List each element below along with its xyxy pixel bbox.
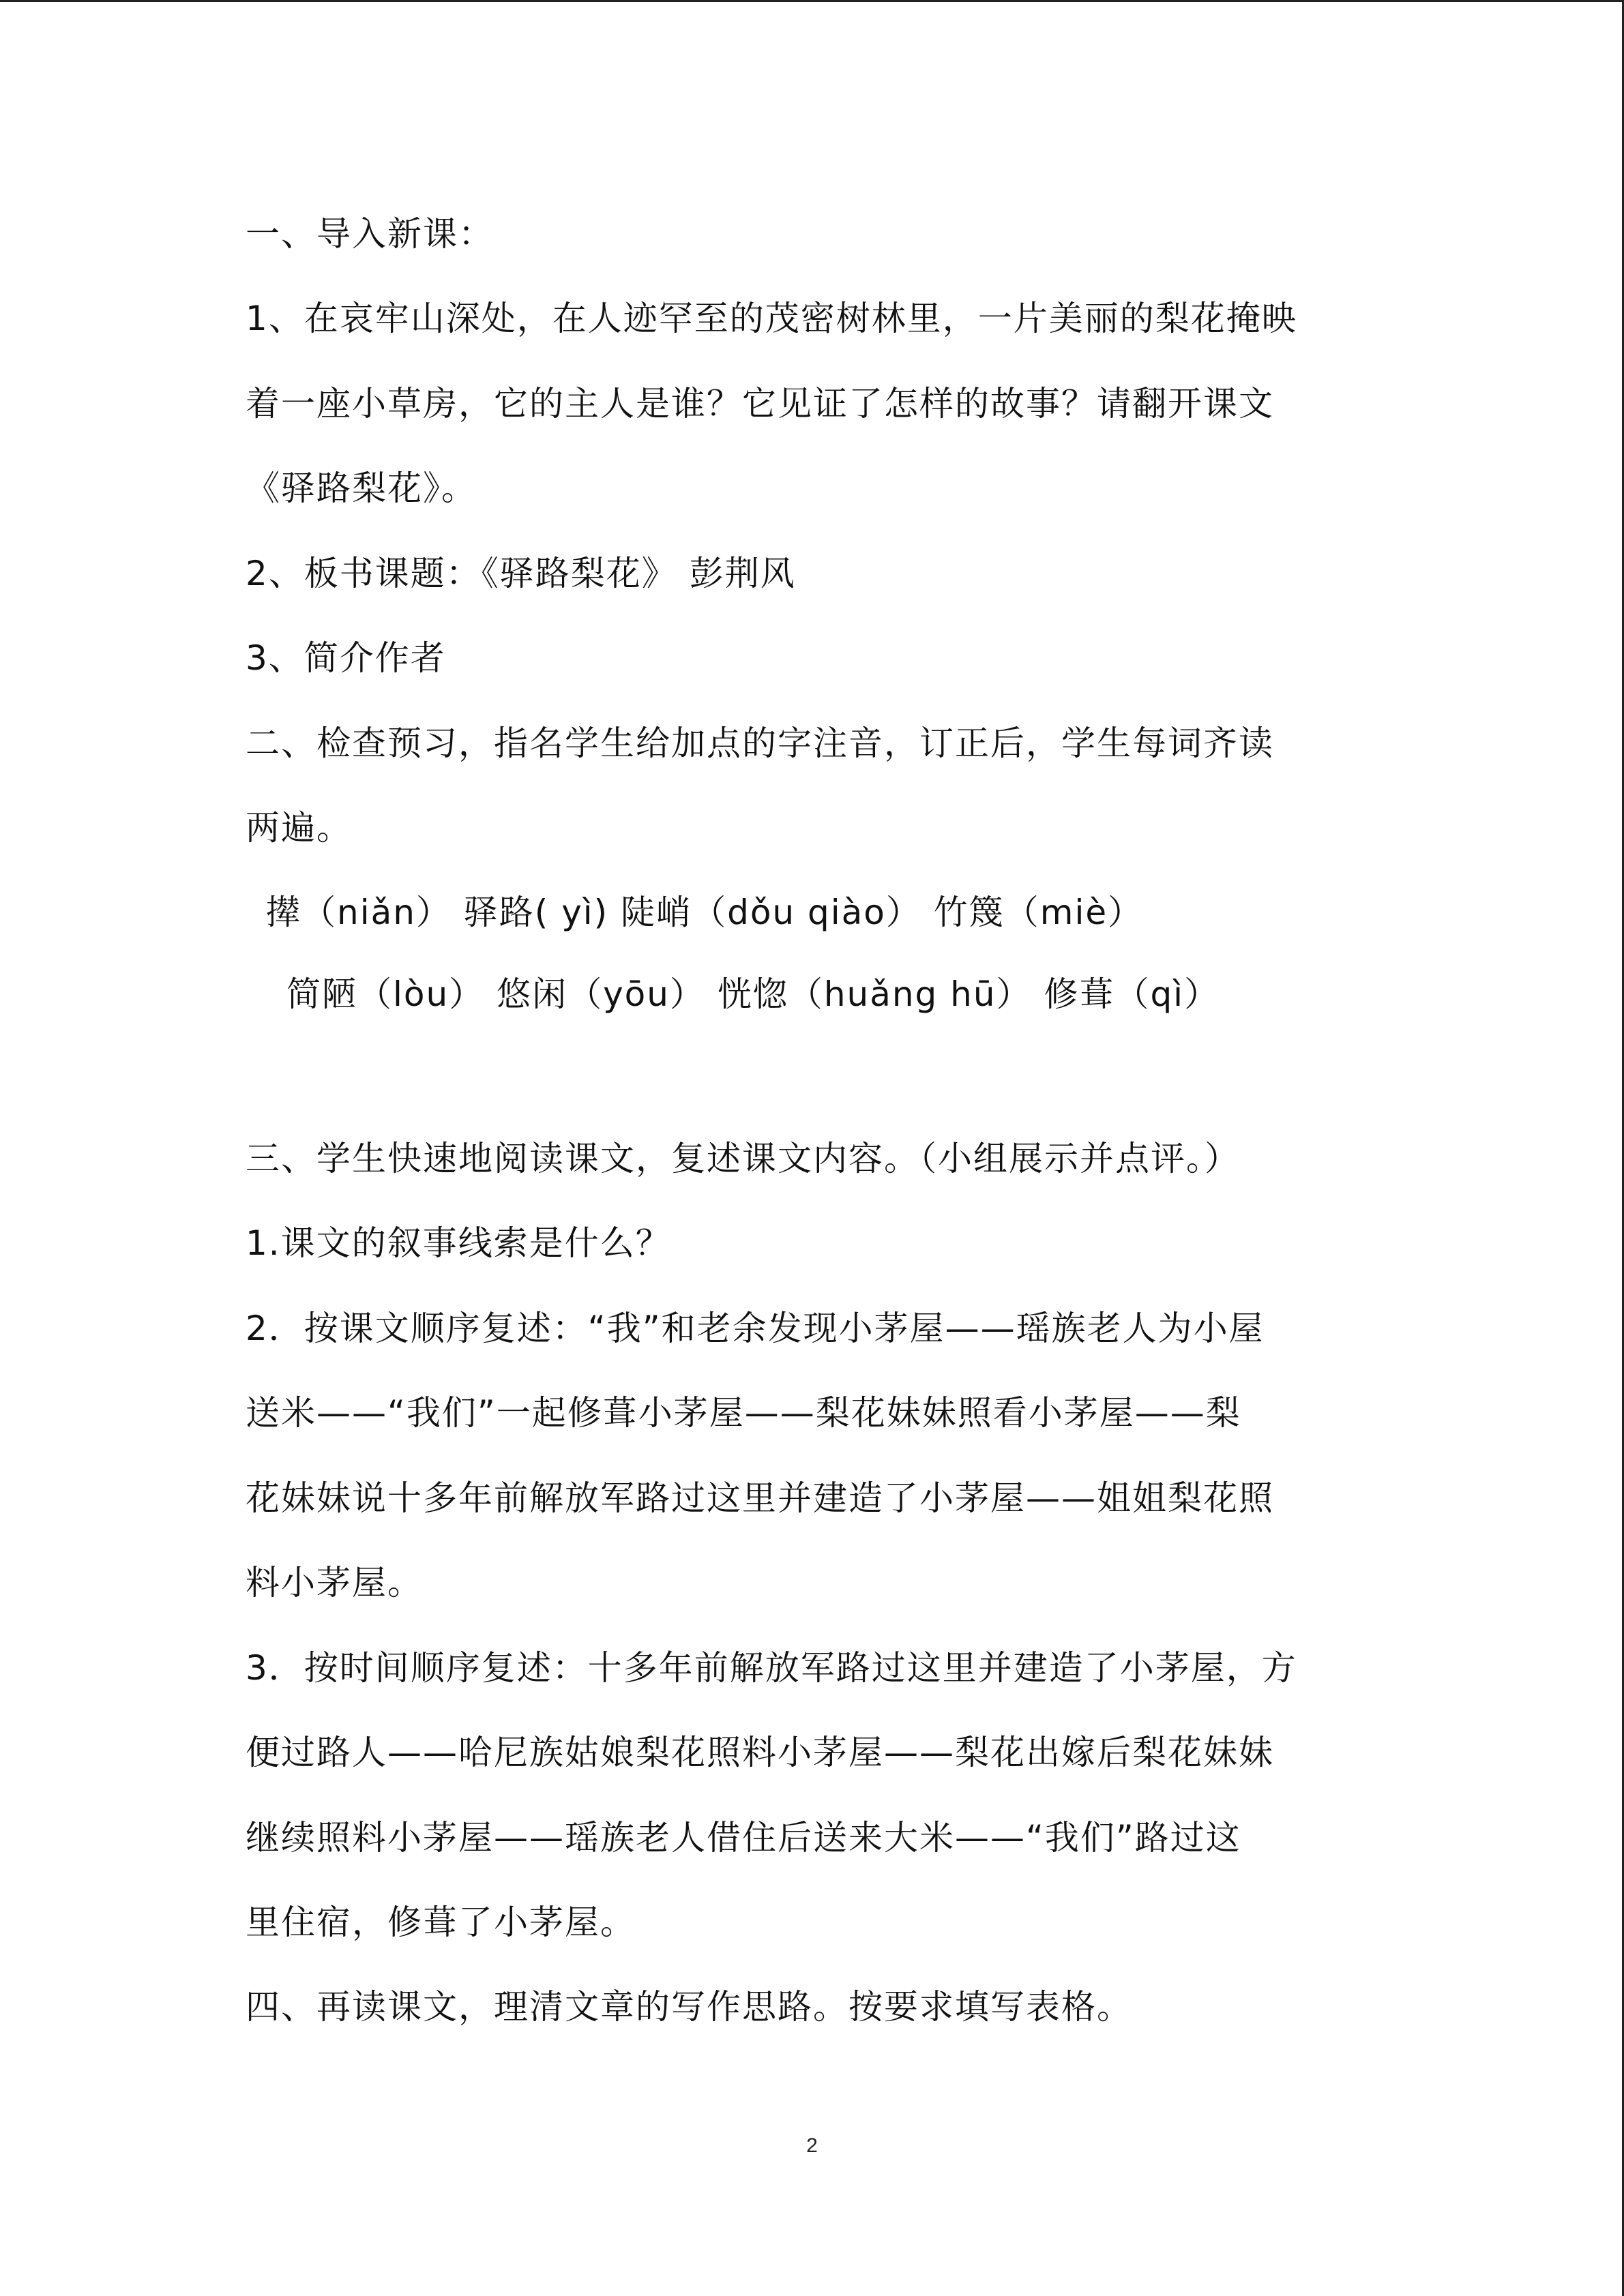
paragraph-line: 3、简介作者 — [246, 638, 446, 678]
paragraph-line: 1、在哀牢山深处，在人迹罕至的茂密树林里，一片美丽的梨花掩映 — [246, 299, 1297, 338]
paragraph-line: 两遍。 — [246, 808, 352, 848]
section-heading-reading: 三、学生快速地阅读课文，复述课文内容。（小组展示并点评。） — [246, 1139, 1240, 1178]
section-heading-preview: 二、检查预习，指名学生给加点的字注音，订正后，学生每词齐读 — [246, 724, 1274, 763]
page-number: 2 — [806, 2134, 818, 2157]
paragraph-line: 2．按课文顺序复述：“我”和老余发现小茅屋——瑶族老人为小屋 — [246, 1309, 1265, 1348]
pinyin-word-list: 简陋（lòu） 悠闲（yōu） 恍惚（huǎng hū） 修葺（qì） — [286, 974, 1220, 1014]
paragraph-line: 《驿路梨花》。 — [246, 468, 477, 508]
question-line: 1.课文的叙事线索是什么？ — [246, 1223, 671, 1263]
page-top-border — [0, 0, 1624, 2]
paragraph-line: 料小茅屋。 — [246, 1563, 423, 1602]
pinyin-word-list: 撵（niǎn） 驿路( yì) 陡峭（dǒu qiào） 竹篾（miè） — [266, 893, 1144, 932]
paragraph-line: 2、板书课题：《驿路梨花》 彭荆风 — [246, 554, 796, 593]
section-heading-structure: 四、再读课文，理清文章的写作思路。按要求填写表格。 — [246, 1987, 1132, 2027]
paragraph-line: 继续照料小茅屋——瑶族老人借住后送来大米——“我们”路过这 — [246, 1818, 1241, 1858]
paragraph-line: 着一座小草房，它的主人是谁？它见证了怎样的故事？请翻开课文 — [246, 384, 1274, 423]
section-heading-intro: 一、导入新课： — [246, 214, 494, 254]
paragraph-line: 花妹妹说十多年前解放军路过这里并建造了小茅屋——姐姐梨花照 — [246, 1478, 1274, 1518]
paragraph-line: 便过路人——哈尼族姑娘梨花照料小茅屋——梨花出嫁后梨花妹妹 — [246, 1733, 1274, 1772]
paragraph-line: 里住宿，修葺了小茅屋。 — [246, 1903, 636, 1942]
paragraph-line: 3．按时间顺序复述：十多年前解放军路过这里并建造了小茅屋，方 — [246, 1648, 1297, 1688]
paragraph-line: 送米——“我们”一起修葺小茅屋——梨花妹妹照看小茅屋——梨 — [246, 1393, 1241, 1433]
